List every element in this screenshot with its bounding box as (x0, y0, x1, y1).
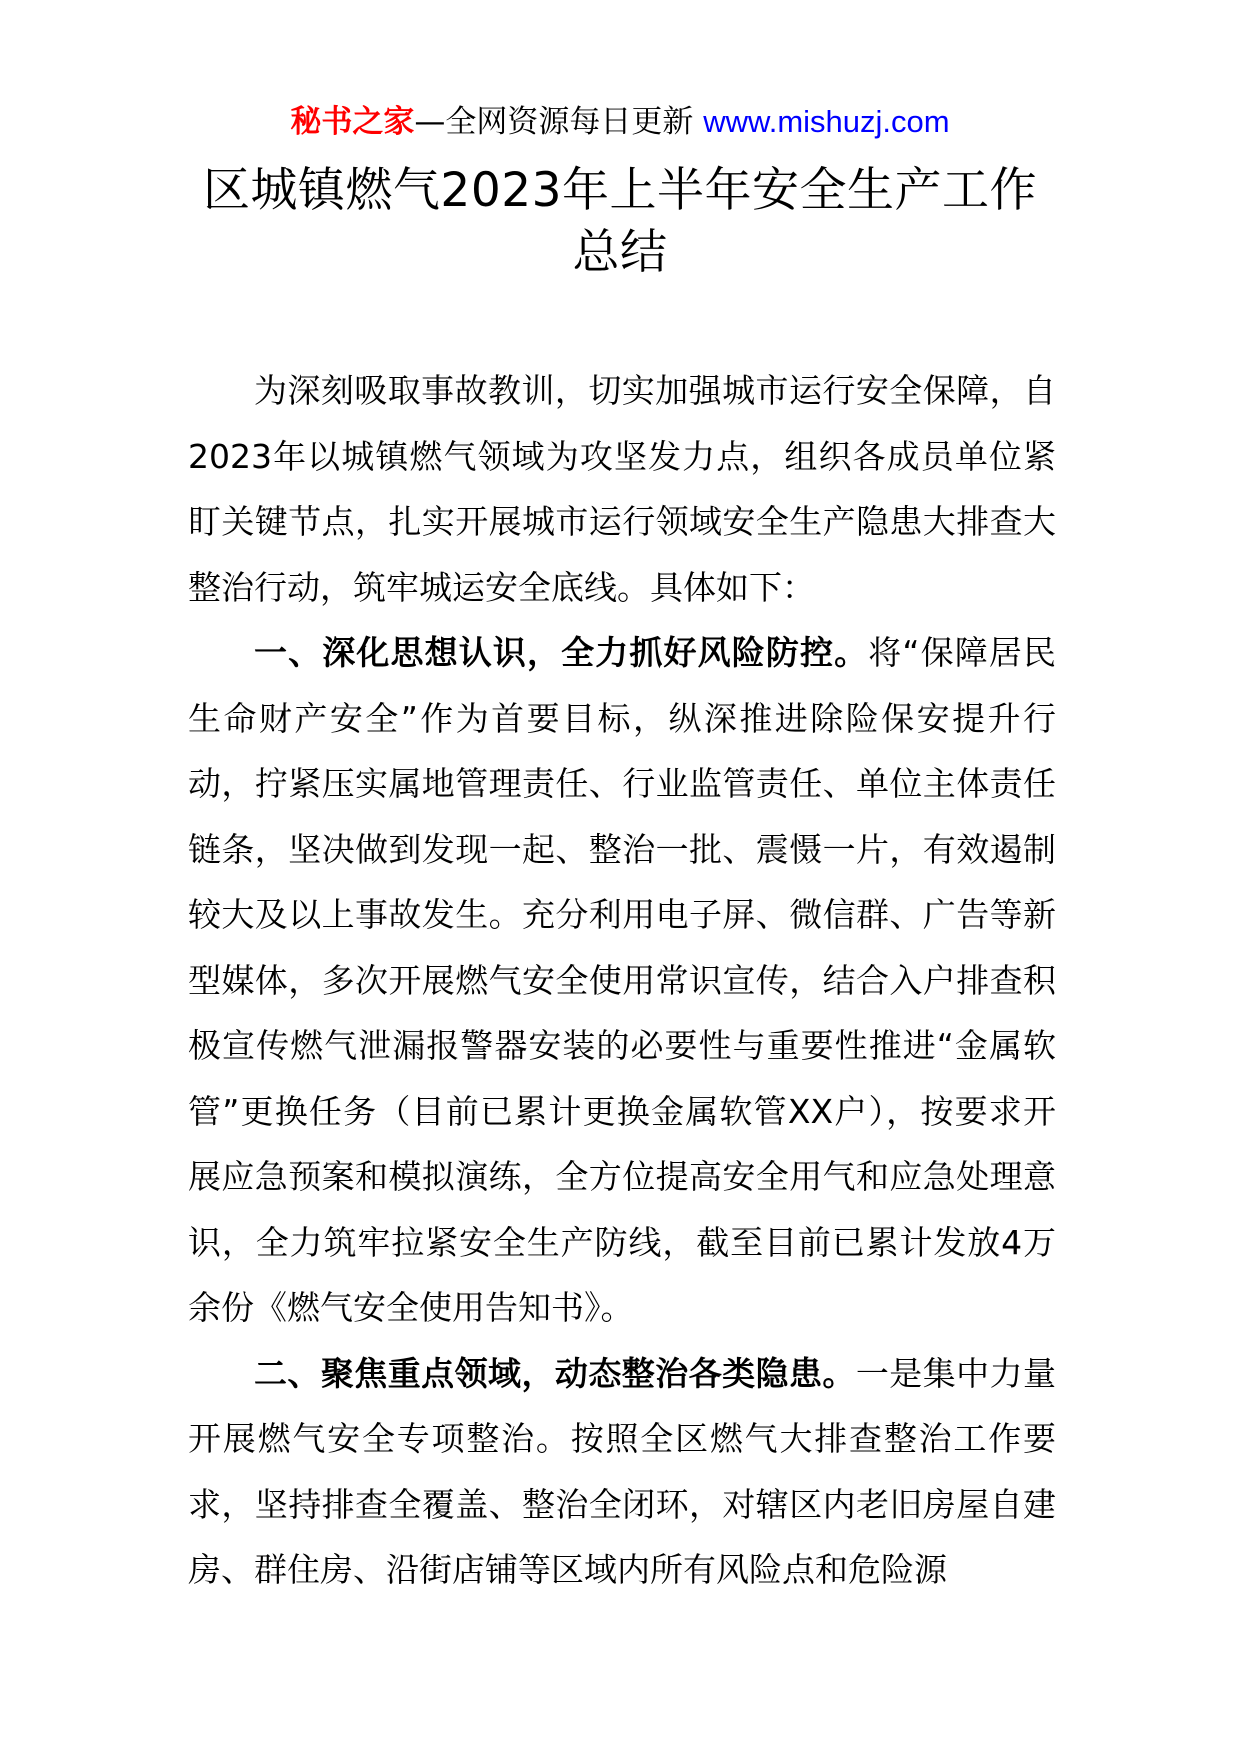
brand-name: 秘书之家 (290, 104, 415, 140)
paragraph-heading: 一、深化思想认识，全力抓好风险防控。 (254, 633, 869, 672)
header-slogan: —全网资源每日更新 (414, 104, 704, 140)
document-body (188, 358, 1056, 1603)
paragraph-section-2 (188, 1341, 1056, 1603)
paragraph-section-1 (188, 620, 1056, 1341)
paragraph-intro (188, 358, 1056, 620)
header-url[interactable]: www.mishuzj.com (703, 104, 950, 139)
paragraph-heading: 二、聚焦重点领域，动态整治各类隐患。 (254, 1353, 856, 1393)
paragraph-text: 将“保障居民生命财产安全”作为首要目标，纵深推进除险保安提升行动，拧紧压实属地管理责任、行业监管责任、单位主体责任链条，坚决做到发现一起、整治一批、震慑一片，有效遏制较大及以上事故发生。充分利用电子屏、微信群、广告等新型媒体，多次开展燃气安全使用常识宣传，结合入户排查积极宣传燃气泄漏报警器安装的必要性与重要性推进“金属软管”更换任务（目前已累计更换金属软管XX户），按要求开展应急预案和模拟演练，全方位提高安全用气和应急处理意识，全力筑牢拉紧安全生产防线，截至目前已累计发放4万余份《燃气安全使用告知书》。 (188, 633, 1056, 1327)
watermark-header (0, 100, 1240, 144)
paragraph-text: 一是集中力量开展燃气安全专项整治。按照全区燃气大排查整治工作要求，坚持排查全覆盖、整治全闭环，对辖区内老旧房屋自建房、群住房、沿街店铺等区域内所有风险点和危险源 (188, 1353, 1057, 1589)
document-title: 区城镇燃气2023年上半年安全生产工作总结 (202, 163, 1038, 280)
paragraph-text: 为深刻吸取事故教训，切实加强城市运行安全保障，自2023年以城镇燃气领域为攻坚发力点，组织各成员单位紧盯关键节点，扎实开展城市运行领域安全生产隐患大排查大整治行动，筑牢城运安全底线。具体如下： (188, 371, 1056, 607)
